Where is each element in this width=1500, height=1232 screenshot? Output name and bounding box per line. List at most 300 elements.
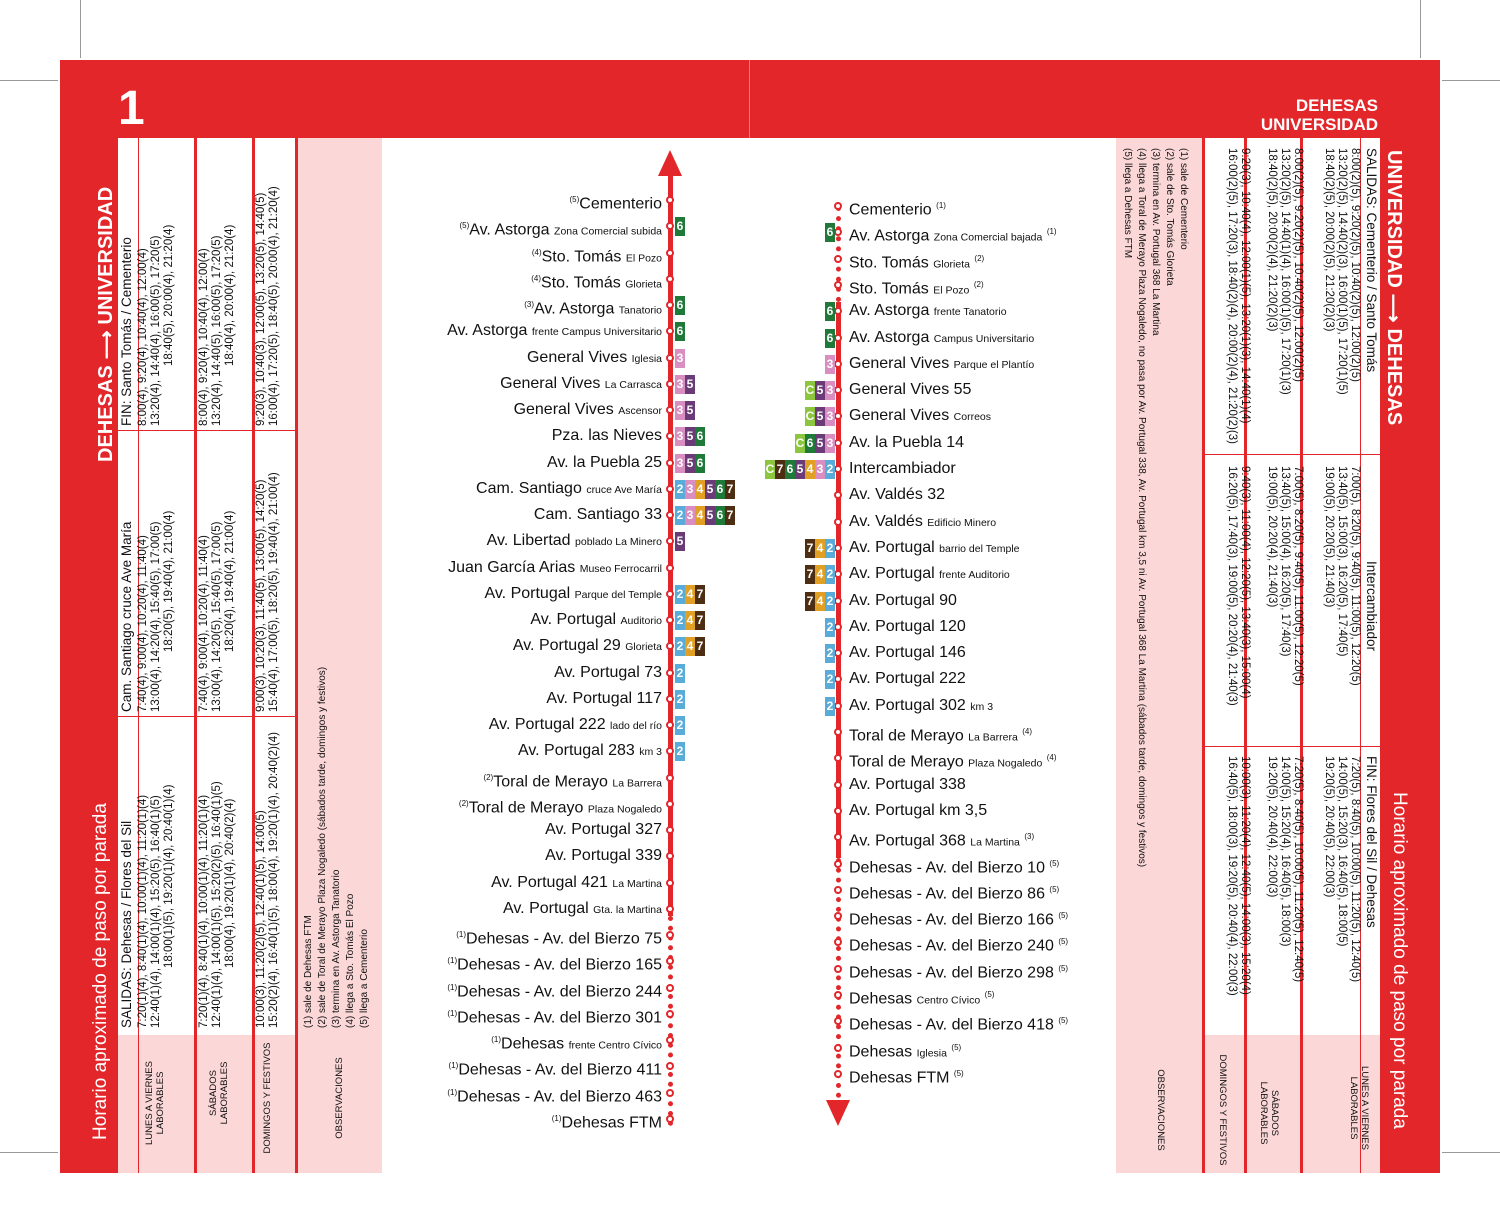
stop-label — [849, 748, 1057, 773]
stop-subname: Correos — [953, 411, 992, 424]
stop-label — [491, 1030, 662, 1055]
connection-lines — [675, 637, 705, 656]
stop-note-ref: (1) — [456, 930, 467, 939]
right-schedule-panel — [1116, 138, 1380, 1173]
stop-dot — [666, 1036, 674, 1044]
stop-label — [849, 564, 1010, 585]
line-badge-6: 6 — [805, 434, 815, 453]
stop-label — [554, 663, 662, 683]
stop-label — [849, 880, 1059, 904]
left-direction-to: UNIVERSIDAD — [95, 186, 117, 325]
line-badge-2: 2 — [825, 618, 835, 637]
right-block-3 — [1225, 756, 1378, 1036]
stop-dot — [834, 544, 842, 552]
connection-lines — [825, 618, 835, 637]
stop-name: General Vives — [849, 407, 950, 425]
stop-subname: La Barrera — [612, 776, 662, 789]
line-badge-2: 2 — [675, 690, 685, 709]
row-line: 18:20(4), 19:40(4), 21:00(4) — [224, 510, 236, 652]
stop-label — [849, 775, 966, 795]
stop-subname: La Carrasca — [604, 378, 662, 391]
stop-name: Av. Portugal 339 — [545, 847, 662, 865]
stop-note-ref: (3) — [524, 300, 534, 309]
stop-label — [484, 584, 662, 605]
stop-label — [447, 1004, 662, 1028]
left-schedule-panel — [118, 138, 382, 1173]
line-badge-4: 4 — [685, 637, 695, 656]
connection-lines — [675, 742, 685, 761]
row-line: 16:20(5), 17:40(3), 19:00(5), 20:20(4), 21:40(3) — [1226, 466, 1238, 706]
connection-lines — [805, 565, 835, 584]
left-side-title: Horario aproximado de paso por parada — [90, 803, 111, 1140]
stop-dot — [834, 518, 842, 526]
stop-name: Sto. Tomás — [541, 274, 621, 292]
line-badge-2: 2 — [825, 670, 835, 689]
left-block-3-sunday — [255, 146, 281, 426]
row-line: 13:40(5), 15:00(3), 16:20(5), 17:40(5) — [1336, 466, 1348, 657]
line-badge-6: 6 — [715, 480, 725, 499]
connection-lines — [675, 401, 695, 420]
line-badge-5: 5 — [815, 434, 825, 453]
stop-label — [570, 190, 662, 214]
connection-lines — [675, 506, 735, 525]
line-badge-2: 2 — [825, 644, 835, 663]
stop-dot — [834, 860, 842, 868]
row-line: 13:40(5), 15:00(4), 16:20(5), 17:40(3) — [1279, 466, 1291, 657]
stop-label — [849, 380, 971, 400]
line-badge-5: 5 — [685, 454, 695, 473]
stop-label — [552, 1109, 662, 1133]
stop-subname: Gta. la Martina — [593, 903, 662, 916]
stop-name: Av. Astorga — [849, 227, 930, 245]
row-line: 18:20(5), 19:40(4), 21:00(4) — [163, 510, 175, 652]
note-line: (5) llega a Cementerio — [359, 929, 370, 1028]
connection-lines — [675, 585, 705, 604]
connection-lines — [675, 427, 705, 446]
stop-note-ref: (5) — [1058, 937, 1069, 947]
line-badge-5: 5 — [705, 506, 715, 525]
stop-label — [849, 985, 994, 1010]
row-line: 18:40(5), 20:00(4), 21:20(4) — [163, 224, 175, 366]
line-badge-2: 2 — [675, 585, 685, 604]
stop-name: Av. Portugal 421 — [491, 873, 608, 891]
stop-subname: Iglesia — [916, 1046, 947, 1059]
connection-lines — [675, 716, 685, 735]
line-badge-4: 4 — [805, 460, 815, 479]
stop-label — [448, 558, 662, 579]
right-direction-from: UNIVERSIDAD — [1383, 150, 1405, 288]
stop-dot — [834, 1044, 842, 1052]
connection-lines — [825, 223, 835, 242]
right-direction — [1381, 150, 1406, 425]
left-block-2-weekday — [137, 432, 176, 712]
line-badge-4: 4 — [685, 585, 695, 604]
line-badge-3: 3 — [685, 480, 695, 499]
left-block-1-header: SALIDAS: Dehesas / Flores del Sil — [119, 820, 134, 1028]
stop-label — [547, 453, 662, 473]
stop-subname: Parque el Plantío — [953, 358, 1035, 371]
stop-name: General Vives — [513, 401, 614, 418]
connection-lines — [675, 690, 685, 709]
stop-dot — [666, 459, 674, 467]
stop-dot — [666, 669, 674, 677]
line-badge-2: 2 — [675, 611, 685, 630]
stop-name: Pza. las Nieves — [551, 427, 662, 445]
row-line: 16:00(4), 17:20(5), 18:40(5), 20:00(4), 21:20(4) — [268, 186, 280, 426]
line-badge-C: C — [805, 407, 815, 426]
stop-subname: Plaza Nogaledo — [968, 757, 1043, 770]
row-line: 19:20(5), 20:40(5), 22:00(3) — [1323, 756, 1335, 898]
row-line: 13:00(4), 14:20(5), 15:40(5), 17:00(5) — [211, 521, 223, 712]
stop-label — [524, 295, 662, 320]
stop-name: Av. Portugal 222 — [849, 670, 966, 688]
row-line: 8:00(4), 9:20(4), 10:40(4), 12:00(4) — [198, 248, 210, 426]
stop-subname: barrio del Temple — [939, 542, 1020, 555]
stop-subname: frente Campus Universitario — [531, 326, 662, 339]
stop-note-ref: (5) — [1058, 911, 1069, 921]
row-line: 19:00(5), 20:20(5), 21:40(3) — [1323, 466, 1335, 608]
arrow-up-icon — [658, 150, 682, 176]
stop-label — [849, 538, 1020, 559]
stop-label — [514, 400, 662, 421]
right-block-1-sunday — [1225, 148, 1251, 448]
line-badge-4: 4 — [695, 480, 705, 499]
line-badge-6: 6 — [825, 223, 835, 242]
stop-label — [849, 275, 984, 300]
stop-label — [849, 959, 1068, 983]
route-number: 1 — [118, 82, 145, 135]
stop-label — [849, 222, 1057, 247]
stop-note-ref: (2) — [458, 798, 469, 808]
row-line: 16:40(5), 18:00(3), 19:20(5), 20:40(4), 22:00(3) — [1226, 756, 1238, 996]
right-day-saturday: SÁBADOS LABORABLES — [1258, 1081, 1280, 1145]
stop-note-ref: (1) — [447, 956, 458, 966]
stop-dot — [666, 196, 674, 204]
stop-note-ref: (5) — [984, 990, 995, 999]
stop-subname: Glorieta — [625, 278, 662, 291]
connection-lines — [825, 644, 835, 663]
stop-label — [530, 610, 662, 631]
stop-name: Av. Portugal — [849, 565, 935, 583]
stop-dot — [666, 354, 674, 362]
stop-name: Av. Portugal 29 — [512, 637, 621, 655]
stop-label — [545, 820, 662, 840]
stop-dot — [666, 721, 674, 729]
stop-label — [527, 348, 662, 369]
line-badge-2: 2 — [825, 697, 835, 716]
stop-note-ref: (1) — [491, 1035, 502, 1044]
line-badge-3: 3 — [825, 434, 835, 453]
stop-name: Av. Portugal — [530, 611, 617, 628]
stop-name: Av. Astorga — [447, 322, 528, 340]
stop-name: Cam. Santiago 33 — [533, 506, 662, 523]
right-block-2-header: Intercambiador — [1364, 560, 1379, 652]
stop-dot — [666, 695, 674, 703]
line-badge-7: 7 — [775, 460, 785, 479]
stop-note-ref: (4) — [531, 273, 542, 283]
stop-name: Av. Valdés 32 — [849, 486, 946, 504]
stop-note-ref: (5) — [951, 1042, 962, 1052]
stop-dot — [666, 931, 674, 939]
connection-lines — [825, 355, 835, 374]
page-fold — [749, 60, 750, 138]
line-badge-3: 3 — [675, 349, 685, 368]
stop-name: Sto. Tomás — [849, 253, 929, 271]
stop-label — [849, 696, 993, 717]
stop-label — [483, 768, 662, 793]
left-block-3-weekday — [137, 146, 176, 426]
left-block-2 — [120, 432, 281, 712]
connection-lines — [805, 407, 835, 426]
stop-label — [849, 906, 1068, 930]
stop-dot — [666, 1115, 674, 1123]
stop-dot — [666, 879, 674, 887]
line-badge-6: 6 — [825, 302, 835, 321]
row-line: 13:20(2)(5), 14:40(2)(3), 16:00(1)(5), 17:20(1)(5) — [1336, 148, 1348, 395]
stop-name: Av. Astorga — [469, 221, 550, 239]
line-badge-5: 5 — [815, 407, 825, 426]
stop-dot — [666, 1010, 674, 1018]
row-line: 12:40(1)(4), 14:00(1)(4), 15:20(5), 16:40(1)(5) — [150, 795, 162, 1028]
line-badge-7: 7 — [695, 585, 705, 604]
stop-subname: Glorieta — [625, 641, 662, 654]
stop-subname: Parque del Temple — [574, 588, 662, 601]
row-line: 9:20(3), 10:40(4), 12:00(1)(5), 13:20(1)(3), 14:40(1)(4) — [1239, 148, 1251, 424]
line-badge-5: 5 — [685, 427, 695, 446]
stop-subname: poblado La Minero — [575, 536, 662, 549]
stop-label — [849, 433, 964, 453]
line-badge-5: 5 — [685, 401, 695, 420]
stop-subname: Edificio Minero — [927, 516, 997, 529]
row-line: 7:20(1)(4), 8:40(1)(4), 10:00(1)(4), 11:20(1)(4) — [198, 794, 210, 1028]
stop-name: Av. Portugal — [502, 899, 589, 917]
stop-subname: El Pozo — [625, 251, 662, 264]
stop-name: Toral de Merayo — [468, 799, 584, 817]
route-name-line1: DEHESAS — [1295, 96, 1378, 115]
line-badge-3: 3 — [825, 381, 835, 400]
row-line: 7:00(5), 8:20(5), 9:40(5), 11:00(5), 12:20(5) — [1349, 466, 1361, 686]
row-line: 10:00(3), 11:20(4), 12:40(5), 14:00(3), 15:20(4) — [1239, 756, 1251, 995]
row-line: 8:00(2)(5), 9:20(2)(5), 10:40(2)(5), 12:00(2)(5) — [1349, 148, 1361, 382]
left-day-weekday: LUNES A VIERNES LABORABLES — [144, 1061, 166, 1145]
line-badge-2: 2 — [675, 716, 685, 735]
stop-name: Av. Portugal 368 — [849, 832, 966, 850]
line-badge-7: 7 — [805, 565, 815, 584]
row-line: 18:00(4), 19:20(1)(4), 20:40(2)(4) — [224, 798, 236, 968]
arrow-right-icon: ⟶ — [1382, 293, 1404, 323]
stop-label — [447, 978, 662, 1002]
stop-note-ref: (5) — [1049, 858, 1060, 868]
stop-label — [849, 1038, 961, 1063]
stop-name: Av. Portugal 117 — [546, 689, 662, 707]
line-badge-4: 4 — [685, 611, 695, 630]
stop-label — [849, 722, 1032, 747]
line-badge-3: 3 — [675, 454, 685, 473]
stop-note-ref: (2) — [973, 279, 984, 289]
right-block-3-saturday — [1265, 756, 1304, 1036]
stop-name: Dehesas - Av. del Bierzo 411 — [458, 1061, 662, 1079]
left-block-2-saturday — [198, 432, 237, 712]
line-badge-3: 3 — [685, 506, 695, 525]
row-line: 13:20(2)(5), 14:40(1)(4), 16:00(1)(5), 17:20(1)(3) — [1279, 148, 1291, 395]
note-line: (4) llega a Sto. Tomás El Pozo — [345, 893, 356, 1028]
stop-dot — [666, 301, 674, 309]
left-block-1-sunday — [255, 728, 281, 1028]
line-badge-2: 2 — [675, 480, 685, 499]
connection-lines — [805, 539, 835, 558]
stop-label — [849, 1011, 1068, 1035]
left-divider-4 — [295, 138, 298, 1173]
line-badge-2: 2 — [675, 637, 685, 656]
right-block-2-saturday — [1265, 466, 1304, 746]
stop-dot — [834, 728, 842, 736]
stop-subname: lado del río — [610, 720, 662, 732]
row-line: 8:00(4), 9:20(4), 10:40(4), 12:00(4) — [137, 248, 149, 426]
stop-name: Dehesas - Av. del Bierzo 240 — [849, 937, 1054, 955]
stop-name: Sto. Tomás — [541, 247, 622, 265]
stop-label — [447, 951, 662, 975]
stop-label — [849, 328, 1034, 349]
connection-lines — [675, 532, 685, 551]
stop-dot — [666, 800, 674, 808]
stop-subname: El Pozo — [933, 284, 970, 297]
return-route-dashed-bottom — [836, 858, 841, 1098]
stop-note-ref: (5) — [953, 1068, 964, 1078]
stop-name: Dehesas - Av. del Bierzo 86 — [849, 885, 1045, 903]
stop-name: Av. la Puebla 14 — [849, 433, 965, 451]
stop-subname: Zona Comercial subida — [554, 225, 662, 238]
stop-note-ref: (1) — [448, 1061, 459, 1071]
stop-dot — [834, 597, 842, 605]
stop-dot — [834, 334, 842, 342]
stop-dot — [834, 1070, 842, 1078]
row-line: 7:40(4), 9:00(4), 10:20(4), 11:40(4) — [198, 535, 210, 712]
stop-dot — [666, 275, 674, 283]
stop-name: Av. Portugal 338 — [849, 775, 966, 793]
row-line: 18:00(1)(5), 19:20(1)(4), 20:40(1)(4) — [163, 784, 175, 968]
line-badge-4: 4 — [815, 592, 825, 611]
right-block-2-weekday — [1322, 466, 1361, 746]
stop-note-ref: (1) — [447, 982, 458, 992]
stop-dot — [666, 485, 674, 493]
stop-dot — [666, 826, 674, 834]
stop-note-ref: (5) — [1058, 963, 1069, 973]
row-line: 7:20(5), 8:40(5), 10:00(5), 11:20(5), 12:40(5) — [1349, 756, 1361, 983]
line-badge-3: 3 — [815, 460, 825, 479]
connection-lines — [805, 592, 835, 611]
top-banner — [60, 60, 1440, 138]
stop-label — [531, 269, 662, 294]
stop-note-ref: (4) — [1022, 727, 1033, 736]
line-badge-6: 6 — [715, 506, 725, 525]
route-name-line2: UNIVERSIDAD — [1260, 115, 1378, 134]
line-badge-C: C — [805, 381, 815, 400]
left-block-1-saturday — [198, 728, 237, 1028]
row-line: 19:00(5), 20:20(4), 21:40(3) — [1266, 466, 1278, 608]
left-hline-2 — [118, 716, 298, 717]
stop-subname: Glorieta — [933, 257, 970, 270]
stop-label — [849, 485, 945, 505]
left-direction — [94, 187, 119, 462]
stop-note-ref: (3) — [1024, 832, 1035, 842]
stop-name: Intercambiador — [849, 460, 956, 477]
stop-name: Av. Astorga — [849, 302, 930, 320]
stop-subname: Ascensor — [618, 405, 662, 417]
line-badge-4: 4 — [695, 506, 705, 525]
note-line: (1) sale de Dehesas FTM — [303, 915, 314, 1028]
right-day-notes: OBSERVACIONES — [1155, 1069, 1166, 1151]
row-line: 15:40(4), 17:00(5), 18:20(5), 19:40(4), 21:00(4) — [268, 472, 280, 712]
row-line: 19:20(5), 20:40(4), 22:00(3) — [1266, 756, 1278, 898]
stop-name: Cementerio — [579, 195, 662, 213]
stop-label — [849, 301, 1007, 322]
note-line: (3) termina en Av. Portugal 368 La Martina — [1150, 148, 1161, 336]
stop-label — [513, 636, 662, 657]
stop-label — [849, 617, 966, 637]
stop-note-ref: (5) — [569, 195, 580, 204]
line-badge-5: 5 — [795, 460, 805, 479]
stop-dot — [666, 984, 674, 992]
stop-dot — [834, 623, 842, 631]
stop-subname: frente Centro Cívico — [568, 1039, 662, 1052]
stop-name: Toral de Merayo — [849, 753, 964, 771]
connection-lines — [675, 454, 705, 473]
stop-dot — [666, 774, 674, 782]
stop-name: Av. Portugal 120 — [849, 617, 966, 635]
row-line: 9:40(3), 11:00(4), 12:20(5), 13:40(3), 15:00(4) — [1239, 466, 1251, 699]
right-block-1-weekday — [1322, 148, 1361, 448]
connection-lines — [675, 375, 695, 394]
row-line: 15:20(2)(4), 16:40(1)(5), 18:00(4), 19:20(1)(4), 20:40(2)(4) — [268, 732, 280, 1028]
stop-subname: La Martina — [612, 877, 662, 890]
stop-name: Toral de Merayo — [493, 772, 608, 790]
line-badge-7: 7 — [725, 480, 735, 499]
stop-name: Dehesas - Av. del Bierzo 165 — [457, 956, 662, 974]
stop-note-ref: (1) — [1046, 227, 1057, 237]
stop-name: General Vives — [526, 348, 628, 366]
line-badge-6: 6 — [675, 322, 685, 341]
stop-label — [449, 1056, 662, 1080]
line-badge-7: 7 — [805, 592, 815, 611]
stop-name: Av. Portugal 302 — [849, 696, 966, 714]
stop-dot — [666, 406, 674, 414]
stop-label — [487, 531, 662, 552]
stop-label — [849, 932, 1068, 956]
left-block-3 — [120, 146, 281, 426]
left-day-sunday: DOMINGOS Y FESTIVOS — [262, 1042, 273, 1154]
stop-subname: Centro Cívico — [916, 994, 981, 1007]
stop-dot — [834, 807, 842, 815]
stop-label — [500, 374, 662, 395]
right-block-1 — [1225, 148, 1378, 448]
stop-dot — [834, 439, 842, 447]
line-badge-2: 2 — [675, 506, 685, 525]
stop-subname: Auditorio — [620, 615, 662, 627]
left-hline-1 — [118, 430, 298, 431]
connection-lines — [675, 664, 685, 683]
stop-dot — [666, 380, 674, 388]
connection-lines — [805, 381, 835, 400]
stop-name: Av. Portugal — [849, 538, 935, 556]
stop-name: Dehesas - Av. del Bierzo 75 — [466, 930, 662, 948]
connection-lines — [765, 460, 835, 479]
right-divider-1 — [1202, 138, 1205, 1173]
stop-name: Dehesas - Av. del Bierzo 463 — [457, 1087, 662, 1105]
row-line: 14:00(5), 15:20(3), 16:40(5), 18:00(5) — [1336, 756, 1348, 947]
row-line: 14:00(5), 15:20(4), 16:40(5), 18:00(3) — [1279, 756, 1291, 947]
stop-name: General Vives — [849, 354, 950, 372]
right-block-2-sunday — [1225, 466, 1251, 746]
